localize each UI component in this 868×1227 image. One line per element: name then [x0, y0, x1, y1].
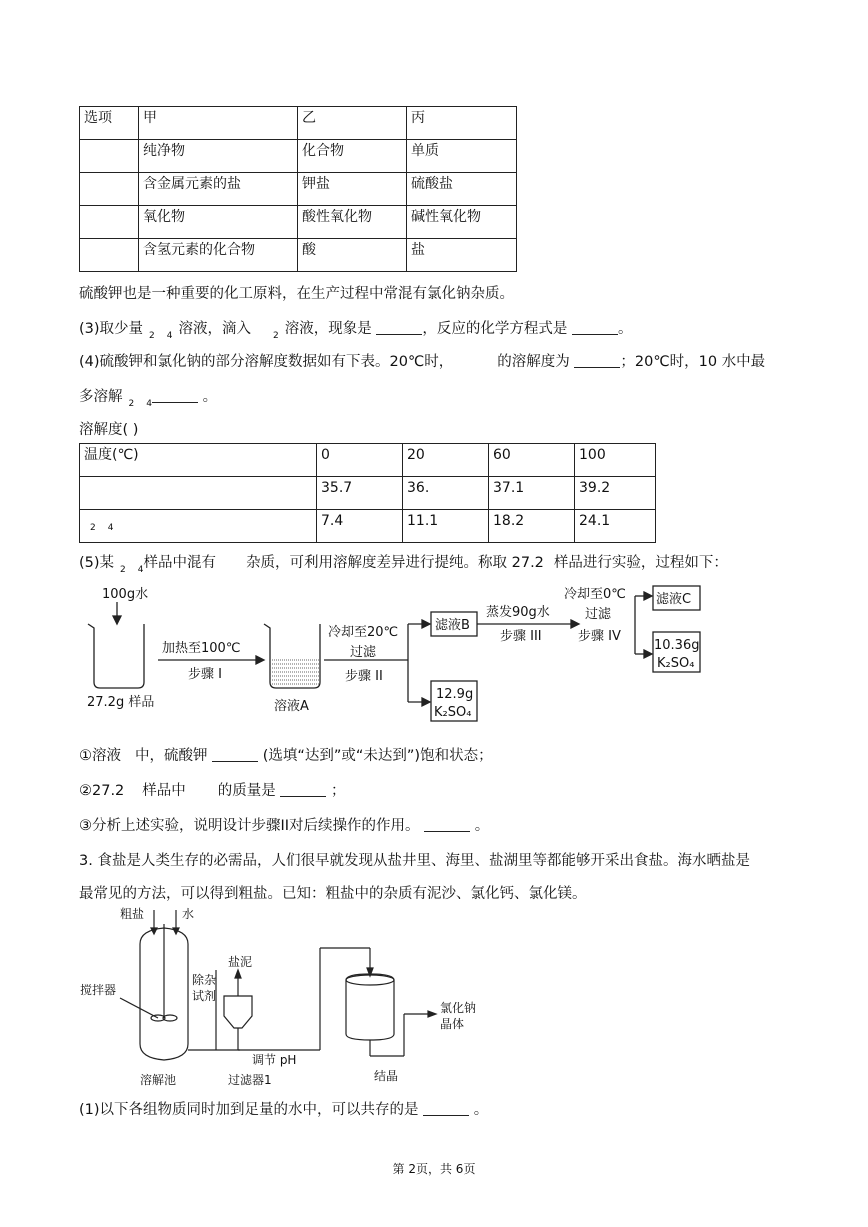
- k2so4-mass-label: 10.36g: [654, 638, 700, 653]
- table-header-cell: 20: [403, 444, 489, 477]
- table-cell: 24.1: [575, 510, 656, 543]
- question-3: [79, 317, 633, 341]
- q5-text: 样品中: [142, 783, 186, 799]
- q5-text: ；: [331, 783, 346, 799]
- intro-text: 硫酸钾也是一种重要的化工原料，在生产过程中常混有氯化钠杂质。: [79, 286, 514, 302]
- table-header-cell: 选项: [80, 107, 139, 140]
- q5-text: 。: [474, 818, 490, 834]
- q3-text: 。: [617, 321, 633, 337]
- q5-text: 的质量是: [217, 783, 276, 799]
- q5-text: 样品进行实验，过程如下：: [553, 555, 728, 571]
- table-cell: 碱性氧化物: [407, 206, 517, 239]
- filter-funnel-icon: [224, 996, 252, 1028]
- answer-blank[interactable]: [152, 388, 198, 403]
- table-cell: 钾盐: [298, 173, 407, 206]
- filter-label: 过滤: [350, 645, 377, 660]
- table-cell: 氧化物: [139, 206, 298, 239]
- salt-process-diagram: [80, 904, 500, 1090]
- table-cell: 酸性氧化物: [298, 206, 407, 239]
- question-salt-line2: 最常见的方法，可以得到粗盐。已知：粗盐中的杂质有泥沙、氯化钙、氯化镁。: [79, 886, 587, 902]
- q5-text: ①溶液: [79, 748, 121, 764]
- q4-text: ；20℃时，10: [620, 354, 718, 370]
- table-row: [80, 173, 517, 206]
- mud-label: 盐泥: [228, 955, 253, 969]
- table-cell: [80, 173, 139, 206]
- reagent-label: 除杂: [192, 973, 217, 987]
- table-cell: 11.1: [403, 510, 489, 543]
- k2so4-formula: K₂SO₄: [434, 705, 472, 720]
- subscript: 4: [146, 399, 152, 409]
- table-cell: 硫酸盐: [407, 173, 517, 206]
- subscript: 4: [166, 331, 173, 341]
- water-label: 100g水: [102, 587, 149, 602]
- k2so4-formula: K₂SO₄: [657, 656, 695, 671]
- table-row: [80, 239, 517, 272]
- nacl-label: 晶体: [440, 1017, 465, 1031]
- q-text: 。: [473, 1102, 489, 1118]
- table-cell: [80, 477, 317, 510]
- q5-text: (5)某: [79, 555, 115, 571]
- table-header-cell: 丙: [407, 107, 517, 140]
- table-cell: 39.2: [575, 477, 656, 510]
- filtrateC-label: 滤液C: [656, 592, 692, 607]
- filtrateB-label: 滤液B: [435, 618, 470, 633]
- evap-label: 蒸发90g水: [486, 605, 550, 620]
- table-header-cell: 100: [575, 444, 656, 477]
- q4-text: 水中最: [721, 354, 766, 370]
- table-header-cell: 温度(℃): [80, 444, 317, 477]
- q5-text: 中，硫酸钾: [135, 748, 208, 764]
- stirrer-label: 搅拌器: [80, 983, 117, 997]
- classification-table: [79, 106, 517, 272]
- q4-text: 多溶解: [79, 389, 123, 405]
- table-cell: 纯净物: [139, 140, 298, 173]
- subscript: 4: [137, 565, 144, 575]
- subscript: 2: [120, 565, 126, 575]
- answer-blank[interactable]: [574, 353, 620, 368]
- table-header-cell: 0: [317, 444, 403, 477]
- step1-label: 步骤 I: [188, 667, 222, 682]
- answer-blank[interactable]: [424, 817, 470, 832]
- question-4-cont: [79, 385, 218, 409]
- table-row: [80, 510, 656, 543]
- table-cell: 酸: [298, 239, 407, 272]
- subscript: 2: [90, 523, 96, 533]
- answer-blank[interactable]: [572, 320, 618, 335]
- q-text: (1)以下各组物质同时加到足量的水中，可以共存的是: [79, 1102, 419, 1118]
- question-5: [79, 551, 728, 575]
- crystal-label: 结晶: [374, 1069, 399, 1083]
- heat-label: 加热至100℃: [162, 641, 241, 656]
- step4-label: 步骤 IV: [578, 629, 621, 644]
- table-header-cell: 60: [489, 444, 575, 477]
- table-cell: 35.7: [317, 477, 403, 510]
- question-4: [79, 350, 765, 371]
- table-cell: 化合物: [298, 140, 407, 173]
- subscript: 2: [128, 399, 135, 409]
- table-cell: [80, 510, 317, 543]
- nacl-label: 氯化钠: [440, 1001, 477, 1015]
- page-footer: 第 2页，共 6页: [392, 1162, 476, 1176]
- answer-blank[interactable]: [376, 320, 422, 335]
- q5-text: (选填“达到”或“未达到”)饱和状态；: [262, 748, 493, 764]
- water-label: 水: [182, 907, 195, 921]
- table-cell: 单质: [407, 140, 517, 173]
- step3-label: 步骤 III: [500, 629, 542, 644]
- solubility-table: [79, 443, 656, 543]
- answer-blank[interactable]: [423, 1101, 469, 1116]
- q3-text: (3)取少量: [79, 321, 144, 337]
- question-5-3: [79, 814, 489, 835]
- table-cell: [80, 239, 139, 272]
- answer-blank[interactable]: [212, 747, 258, 762]
- table-cell: 36.: [403, 477, 489, 510]
- table-cell: [80, 140, 139, 173]
- filter-label: 过滤: [585, 607, 612, 622]
- reagent-label: 试剂: [192, 989, 217, 1003]
- answer-blank[interactable]: [280, 782, 326, 797]
- solA-label: 溶液A: [274, 699, 309, 714]
- question-5-1: [79, 744, 493, 765]
- q5-text: 杂质，可利用溶解度差异进行提纯。称取 27.2: [246, 555, 544, 571]
- q3-text: 溶液，滴入: [178, 321, 252, 337]
- table-cell: [80, 206, 139, 239]
- crude-salt-label: 粗盐: [120, 907, 145, 921]
- subscript: 2: [149, 331, 155, 341]
- q5-text: 样品中混有: [143, 555, 217, 571]
- question-salt-1: [79, 1098, 488, 1119]
- q5-text: ②27.2: [79, 783, 125, 799]
- solubility-title: 溶解度( ): [79, 422, 139, 438]
- subscript: 2: [273, 331, 279, 341]
- q4-text: 。: [202, 389, 218, 405]
- sample-label: 27.2g 样品: [87, 695, 155, 710]
- table-row: [80, 477, 656, 510]
- q5-text: ③分析上述实验，说明设计步骤II对后续操作的作用。: [79, 818, 420, 834]
- adjust-ph-label: 调节 pH: [252, 1053, 297, 1067]
- q4-text: 的溶解度为: [497, 354, 570, 370]
- k2so4-mass-label: 12.9g: [436, 687, 474, 702]
- table-row: [80, 140, 517, 173]
- dissolve-tank-label: 溶解池: [140, 1073, 177, 1087]
- purification-flow-diagram: [80, 582, 720, 727]
- table-cell: 盐: [407, 239, 517, 272]
- table-cell: 18.2: [489, 510, 575, 543]
- step2-label: 步骤 II: [345, 669, 383, 684]
- q3-text: 溶液，现象是: [284, 321, 372, 337]
- table-header-cell: 乙: [298, 107, 407, 140]
- subscript: 4: [107, 523, 114, 533]
- q3-text: ，反应的化学方程式是: [422, 321, 568, 337]
- table-cell: 37.1: [489, 477, 575, 510]
- question-5-2: [79, 779, 346, 800]
- question-salt-line1: 3. 食盐是人类生存的必需品，人们很早就发现从盐井里、海里、盐湖里等都能够开采出食盐。海水晒盐是: [79, 853, 750, 869]
- cool20-label: 冷却至20℃: [328, 625, 399, 640]
- q4-text: (4)硫酸钾和氯化钠的部分溶解度数据如有下表。20℃时，: [79, 354, 454, 370]
- cool0-label: 冷却至0℃: [564, 587, 626, 602]
- table-row: [80, 206, 517, 239]
- filter1-label: 过滤器1: [228, 1073, 272, 1087]
- beaker-icon: [88, 624, 144, 688]
- table-cell: 含氢元素的化合物: [139, 239, 298, 272]
- table-header-cell: 甲: [139, 107, 298, 140]
- table-cell: 含金属元素的盐: [139, 173, 298, 206]
- table-cell: 7.4: [317, 510, 403, 543]
